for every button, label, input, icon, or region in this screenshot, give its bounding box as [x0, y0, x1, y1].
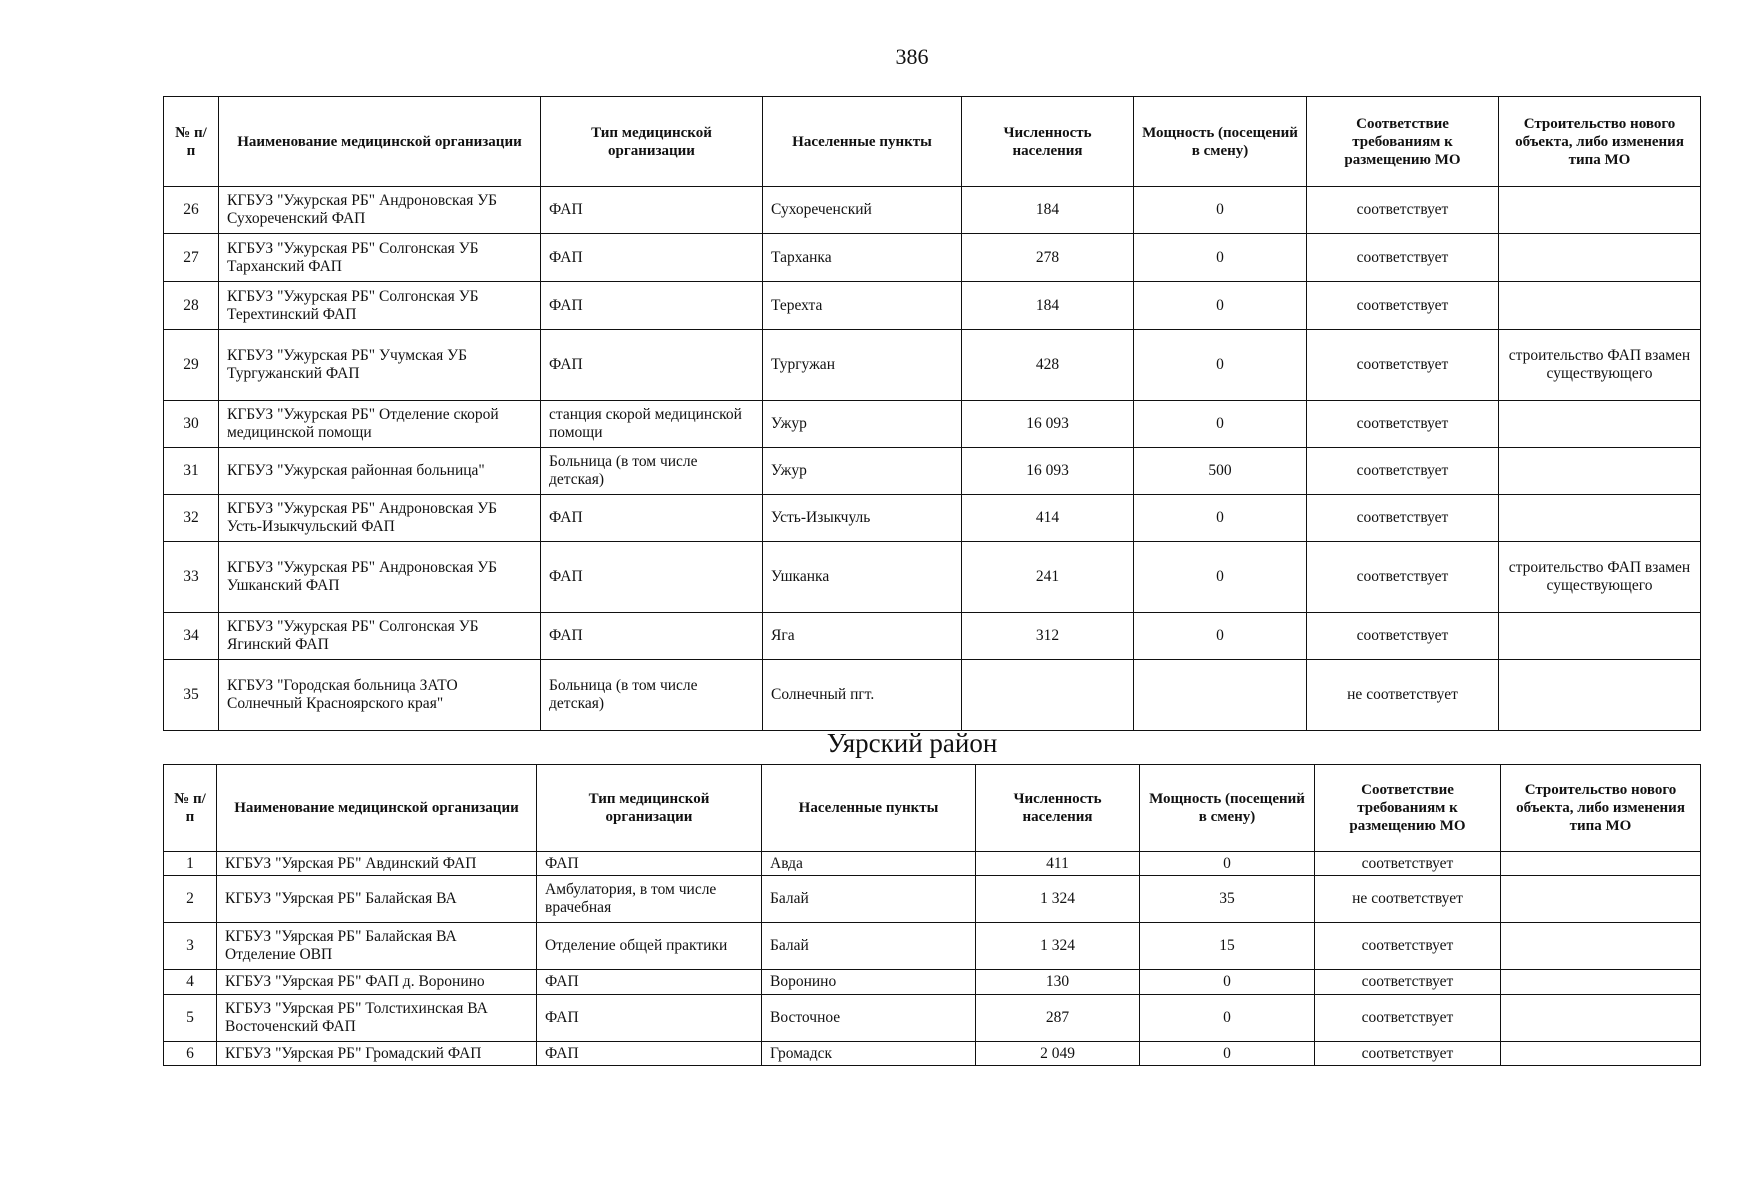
cell-num: 6: [164, 1042, 217, 1066]
cell-construction: [1501, 852, 1701, 876]
cell-num: 5: [164, 995, 217, 1042]
cell-org: КГБУЗ "Ужурская РБ" Учумская УБ Тургужанский ФАП: [219, 330, 541, 401]
cell-compliance: не соответствует: [1307, 660, 1499, 731]
cell-compliance: соответствует: [1315, 970, 1501, 995]
cell-capacity: 0: [1134, 330, 1307, 401]
cell-construction: [1499, 401, 1701, 448]
cell-capacity: 0: [1140, 852, 1315, 876]
cell-construction: [1501, 1042, 1701, 1066]
cell-population: 411: [976, 852, 1140, 876]
cell-settlement: Авда: [762, 852, 976, 876]
cell-num: 2: [164, 876, 217, 923]
header-capacity: Мощность (посещений в смену): [1140, 765, 1315, 852]
cell-type: Отделение общей практики: [537, 923, 762, 970]
cell-num: 31: [164, 448, 219, 495]
cell-population: 414: [962, 495, 1134, 542]
cell-type: ФАП: [541, 613, 763, 660]
cell-type: станция скорой медицинской помощи: [541, 401, 763, 448]
cell-capacity: 0: [1134, 542, 1307, 613]
table-row: [164, 234, 1701, 282]
cell-settlement: Воронино: [762, 970, 976, 995]
header-org: Наименование медицинской организации: [217, 765, 537, 852]
cell-population: 287: [976, 995, 1140, 1042]
cell-settlement: Балай: [762, 876, 976, 923]
cell-capacity: 0: [1134, 187, 1307, 234]
table-row: [164, 613, 1701, 660]
cell-compliance: соответствует: [1307, 542, 1499, 613]
cell-num: 32: [164, 495, 219, 542]
cell-num: 35: [164, 660, 219, 731]
cell-population: 2 049: [976, 1042, 1140, 1066]
cell-population: 16 093: [962, 401, 1134, 448]
cell-settlement: Ужур: [763, 448, 962, 495]
table-row: [164, 660, 1701, 731]
cell-settlement: Терехта: [763, 282, 962, 330]
cell-num: 27: [164, 234, 219, 282]
table-row: [164, 187, 1701, 234]
table-row: [164, 401, 1701, 448]
cell-num: 33: [164, 542, 219, 613]
table-row: [164, 876, 1701, 923]
cell-org: КГБУЗ "Городская больница ЗАТО Солнечный Красноярского края": [219, 660, 541, 731]
cell-type: ФАП: [537, 970, 762, 995]
cell-type: ФАП: [537, 995, 762, 1042]
cell-settlement: Яга: [763, 613, 962, 660]
cell-population: 130: [976, 970, 1140, 995]
cell-population: 184: [962, 282, 1134, 330]
cell-settlement: Усть-Изыкчуль: [763, 495, 962, 542]
cell-construction: [1501, 995, 1701, 1042]
cell-type: ФАП: [541, 234, 763, 282]
header-capacity: Мощность (посещений в смену): [1134, 97, 1307, 187]
cell-settlement: Ужур: [763, 401, 962, 448]
cell-org: КГБУЗ "Уярская РБ" ФАП д. Воронино: [217, 970, 537, 995]
cell-construction: [1499, 234, 1701, 282]
cell-type: ФАП: [541, 187, 763, 234]
cell-org: КГБУЗ "Ужурская РБ" Солгонская УБ Тарханский ФАП: [219, 234, 541, 282]
header-construction: Строительство нового объекта, либо изменения типа МО: [1501, 765, 1701, 852]
cell-num: 30: [164, 401, 219, 448]
cell-compliance: соответствует: [1307, 401, 1499, 448]
cell-population: 16 093: [962, 448, 1134, 495]
cell-num: 28: [164, 282, 219, 330]
cell-compliance: соответствует: [1307, 187, 1499, 234]
cell-org: КГБУЗ "Ужурская РБ" Андроновская УБ Ушканский ФАП: [219, 542, 541, 613]
cell-num: 34: [164, 613, 219, 660]
cell-construction: [1499, 448, 1701, 495]
cell-num: 3: [164, 923, 217, 970]
header-construction: Строительство нового объекта, либо изменения типа МО: [1499, 97, 1701, 187]
cell-num: 29: [164, 330, 219, 401]
table-row: [164, 995, 1701, 1042]
cell-type: ФАП: [537, 852, 762, 876]
cell-construction: [1501, 970, 1701, 995]
header-population: Численность населения: [976, 765, 1140, 852]
cell-org: КГБУЗ "Уярская РБ" Авдинский ФАП: [217, 852, 537, 876]
cell-type: ФАП: [541, 495, 763, 542]
cell-num: 4: [164, 970, 217, 995]
table-row: [164, 852, 1701, 876]
ujur-facilities-table: [163, 96, 1701, 731]
cell-settlement: Восточное: [762, 995, 976, 1042]
cell-population: 184: [962, 187, 1134, 234]
cell-compliance: соответствует: [1307, 448, 1499, 495]
cell-construction: строительство ФАП взамен существующего: [1499, 330, 1701, 401]
cell-compliance: соответствует: [1307, 330, 1499, 401]
cell-construction: [1499, 495, 1701, 542]
cell-construction: [1499, 282, 1701, 330]
cell-settlement: Балай: [762, 923, 976, 970]
uyar-facilities-table: [163, 764, 1701, 1066]
cell-compliance: соответствует: [1307, 282, 1499, 330]
table-row: [164, 448, 1701, 495]
cell-compliance: соответствует: [1315, 923, 1501, 970]
cell-type: Амбулатория, в том числе врачебная: [537, 876, 762, 923]
cell-type: ФАП: [537, 1042, 762, 1066]
header-settlements: Населенные пункты: [763, 97, 962, 187]
cell-org: КГБУЗ "Уярская РБ" Толстихинская ВА Восточенский ФАП: [217, 995, 537, 1042]
cell-compliance: соответствует: [1307, 495, 1499, 542]
cell-population: 241: [962, 542, 1134, 613]
cell-construction: [1499, 660, 1701, 731]
header-compliance: Соответствие требованиям к размещению МО: [1307, 97, 1499, 187]
cell-compliance: соответствует: [1315, 1042, 1501, 1066]
header-org: Наименование медицинской организации: [219, 97, 541, 187]
cell-settlement: Сухореченский: [763, 187, 962, 234]
cell-capacity: 0: [1134, 282, 1307, 330]
cell-population: 428: [962, 330, 1134, 401]
cell-compliance: соответствует: [1307, 234, 1499, 282]
header-num: № п/п: [164, 765, 217, 852]
cell-org: КГБУЗ "Ужурская районная больница": [219, 448, 541, 495]
cell-org: КГБУЗ "Уярская РБ" Громадский ФАП: [217, 1042, 537, 1066]
cell-construction: [1501, 876, 1701, 923]
cell-population: 1 324: [976, 876, 1140, 923]
cell-compliance: соответствует: [1307, 613, 1499, 660]
cell-capacity: 15: [1140, 923, 1315, 970]
cell-org: КГБУЗ "Ужурская РБ" Солгонская УБ Ягинский ФАП: [219, 613, 541, 660]
cell-capacity: 0: [1134, 234, 1307, 282]
header-compliance: Соответствие требованиям к размещению МО: [1315, 765, 1501, 852]
header-settlements: Населенные пункты: [762, 765, 976, 852]
section-title: Уярский район: [826, 728, 998, 758]
cell-num: 1: [164, 852, 217, 876]
cell-capacity: 0: [1134, 613, 1307, 660]
cell-capacity: 35: [1140, 876, 1315, 923]
cell-org: КГБУЗ "Ужурская РБ" Отделение скорой медицинской помощи: [219, 401, 541, 448]
table-row: [164, 970, 1701, 995]
header-type: Тип медицинской организации: [537, 765, 762, 852]
cell-population: 1 324: [976, 923, 1140, 970]
cell-compliance: соответствует: [1315, 995, 1501, 1042]
cell-compliance: не соответствует: [1315, 876, 1501, 923]
cell-org: КГБУЗ "Уярская РБ" Балайская ВА Отделение ОВП: [217, 923, 537, 970]
cell-construction: [1501, 923, 1701, 970]
table-row: [164, 330, 1701, 401]
table-row: [164, 1042, 1701, 1066]
table-row: [164, 542, 1701, 613]
cell-org: КГБУЗ "Уярская РБ" Балайская ВА: [217, 876, 537, 923]
page-number: 386: [895, 44, 929, 69]
cell-settlement: Ушканка: [763, 542, 962, 613]
table-header-row: [164, 97, 1701, 187]
header-population: Численность населения: [962, 97, 1134, 187]
cell-capacity: 0: [1140, 995, 1315, 1042]
cell-construction: [1499, 187, 1701, 234]
cell-type: ФАП: [541, 542, 763, 613]
cell-capacity: 500: [1134, 448, 1307, 495]
table-row: [164, 923, 1701, 970]
cell-capacity: 0: [1140, 1042, 1315, 1066]
header-num: № п/п: [164, 97, 219, 187]
cell-type: ФАП: [541, 330, 763, 401]
cell-capacity: 0: [1140, 970, 1315, 995]
header-type: Тип медицинской организации: [541, 97, 763, 187]
cell-capacity: 0: [1134, 495, 1307, 542]
table-row: [164, 282, 1701, 330]
cell-construction: [1499, 613, 1701, 660]
cell-org: КГБУЗ "Ужурская РБ" Андроновская УБ Усть-Изыкчульский ФАП: [219, 495, 541, 542]
cell-population: [962, 660, 1134, 731]
cell-compliance: соответствует: [1315, 852, 1501, 876]
cell-type: ФАП: [541, 282, 763, 330]
cell-capacity: [1134, 660, 1307, 731]
cell-settlement: Тургужан: [763, 330, 962, 401]
cell-construction: строительство ФАП взамен существующего: [1499, 542, 1701, 613]
cell-type: Больница (в том числе детская): [541, 448, 763, 495]
cell-settlement: Тарханка: [763, 234, 962, 282]
cell-org: КГБУЗ "Ужурская РБ" Солгонская УБ Терехтинский ФАП: [219, 282, 541, 330]
cell-type: Больница (в том числе детская): [541, 660, 763, 731]
cell-org: КГБУЗ "Ужурская РБ" Андроновская УБ Сухореченский ФАП: [219, 187, 541, 234]
cell-population: 312: [962, 613, 1134, 660]
cell-population: 278: [962, 234, 1134, 282]
table-row: [164, 495, 1701, 542]
cell-num: 26: [164, 187, 219, 234]
cell-settlement: Громадск: [762, 1042, 976, 1066]
cell-capacity: 0: [1134, 401, 1307, 448]
table-header-row: [164, 765, 1701, 852]
cell-settlement: Солнечный пгт.: [763, 660, 962, 731]
